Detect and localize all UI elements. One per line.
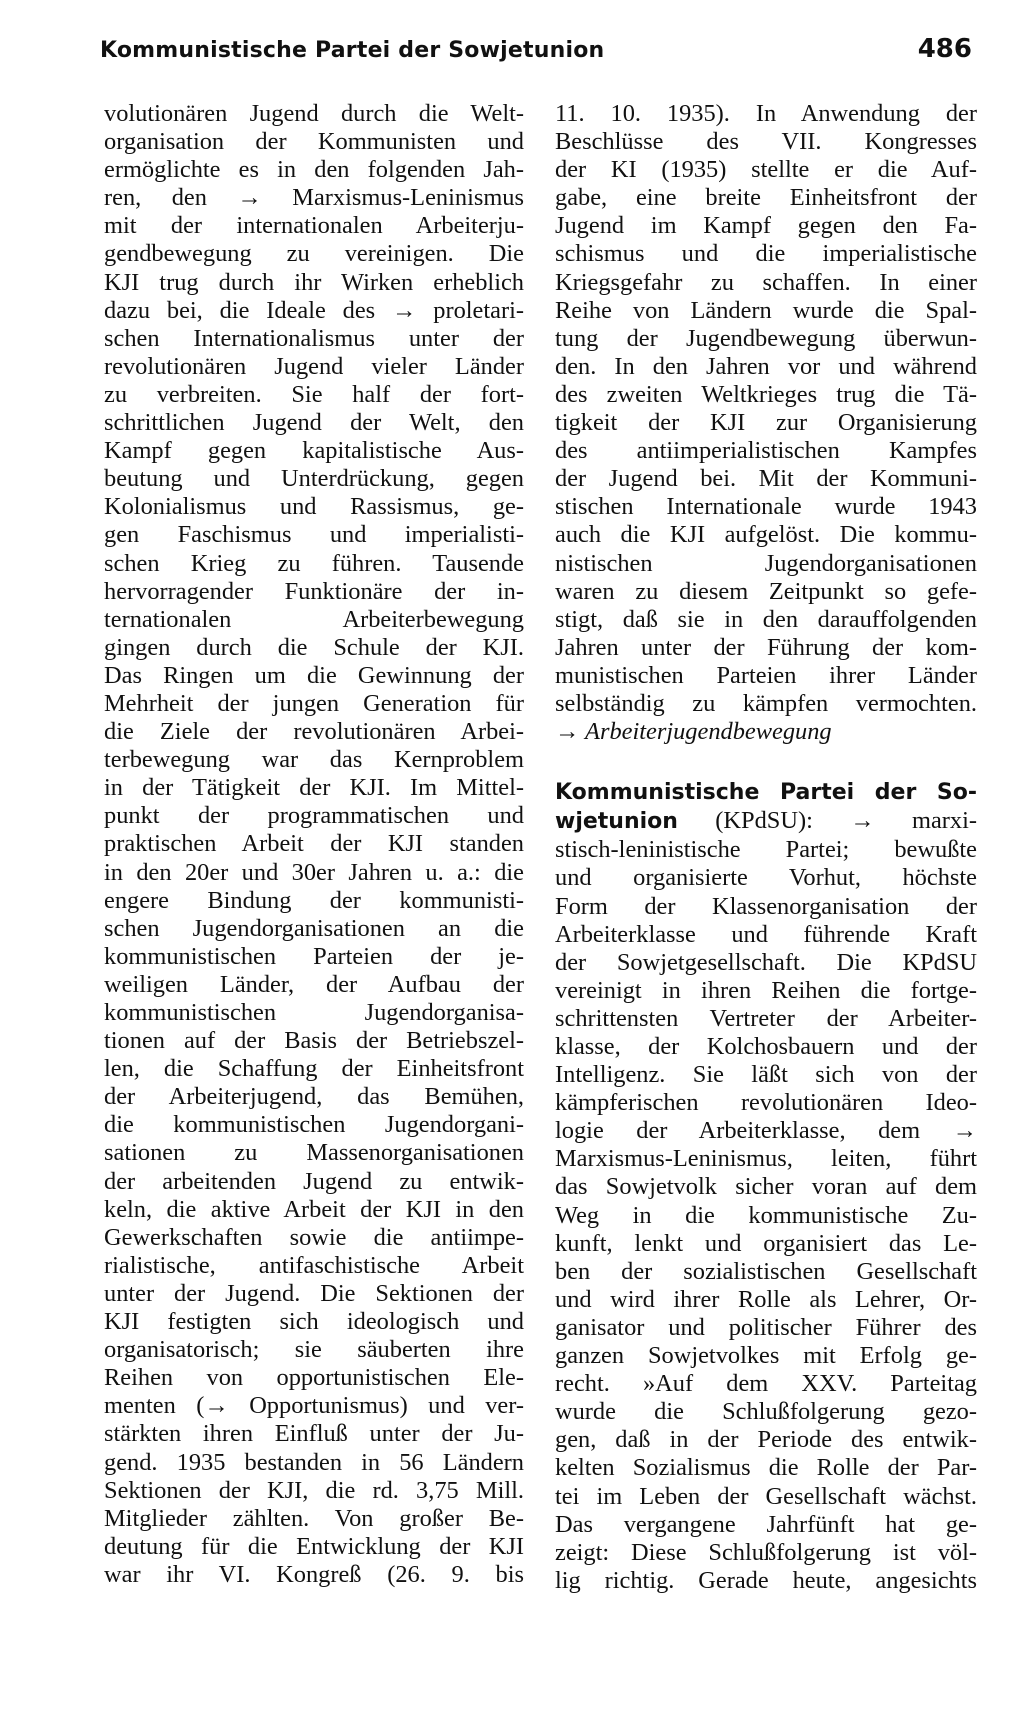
text-line: Beschlüsse des VII. Kongresses — [555, 128, 977, 156]
text-line: keln, die aktive Arbeit der KJI in den — [104, 1195, 524, 1223]
text-line: lig richtig. Gerade heute, angesichts — [555, 1566, 977, 1594]
text-line: Das Ringen um die Gewinnung der — [104, 661, 524, 689]
text-line: Intelligenz. Sie läßt sich von der — [555, 1061, 977, 1089]
text-line: punkt der programmatischen und — [104, 802, 524, 830]
text-line: hervorragender Funktionäre der in- — [104, 577, 524, 605]
text-line: Das vergangene Jahrfünft hat ge- — [555, 1510, 977, 1538]
text-line: selbständig zu kämpfen vermochten. — [555, 689, 977, 717]
text-line: des zweiten Weltkrieges trug die Tä- — [555, 380, 977, 408]
cross-reference[interactable]: → Arbeiterjugendbewegung — [555, 718, 832, 746]
text-line: stischen Internationale wurde 1943 — [555, 493, 977, 521]
text-line: Reihe von Ländern wurde die Spal- — [555, 296, 977, 324]
text-line: ternationalen Arbeiterbewegung — [104, 605, 524, 633]
text-line: schrittensten Vertreter der Arbeiter- — [555, 1004, 977, 1032]
text-line: beutung und Unterdrückung, gegen — [104, 465, 524, 493]
text-line: weiligen Länder, der Aufbau der — [104, 970, 524, 998]
running-head: Kommunistische Partei der Sowjetunion — [100, 38, 605, 63]
entry-headword-line — [555, 778, 977, 807]
text-line: kämpferischen revolutionären Ideo- — [555, 1089, 977, 1117]
text-line: das Sowjetvolk sicher voran auf dem — [555, 1173, 977, 1201]
text-line: KJI festigten sich ideologisch und — [104, 1308, 524, 1336]
text-line: 11. 10. 1935). In Anwendung der — [555, 100, 977, 127]
text-line: Weg in die kommunistische Zu- — [555, 1201, 977, 1229]
text-line: der Jugend bei. Mit der Kommuni- — [555, 465, 977, 493]
text-line: praktischen Arbeit der KJI standen — [104, 830, 524, 858]
text-line: tung der Jugendbewegung überwun- — [555, 324, 977, 352]
text-line: gingen durch die Schule der KJI. — [104, 633, 524, 661]
text-line: gend. 1935 bestanden in 56 Ländern — [104, 1448, 524, 1476]
text-line: schismus und die imperialistische — [555, 240, 977, 268]
text-line: der Sowjetgesellschaft. Die KPdSU — [555, 948, 977, 976]
text-line: recht. »Auf dem XXV. Parteitag — [555, 1370, 977, 1398]
text-line: gabe, eine breite Einheitsfront der — [555, 184, 977, 212]
text-line: len, die Schaffung der Einheitsfront — [104, 1055, 524, 1083]
text-line: ganzen Sowjetvolkes mit Erfolg ge- — [555, 1342, 977, 1370]
text-line: wurde die Schlußfolgerung gezo- — [555, 1398, 977, 1426]
text-line: gen, daß in der Periode des entwik- — [555, 1426, 977, 1454]
text-line: schen Jugendorganisationen an die — [104, 914, 524, 942]
text-line: die kommunistischen Jugendorgani- — [104, 1111, 524, 1139]
text-line: und organisierte Vorhut, höchste — [555, 864, 977, 892]
text-line: sationen zu Massenorganisationen — [104, 1139, 524, 1167]
text-line: ermöglichte es in den folgenden Jah- — [104, 156, 524, 184]
text-line: organisation der Kommunisten und — [104, 128, 524, 156]
left-column — [104, 100, 524, 1589]
text-line: menten (→ Opportunismus) und ver- — [104, 1392, 524, 1420]
text-line: organisatorisch; sie säuberten ihre — [104, 1336, 524, 1364]
text-line: Arbeiterklasse und führende Kraft — [555, 920, 977, 948]
text-line: ren, den → Marxismus-Leninismus — [104, 184, 524, 212]
text-line: dazu bei, die Ideale des → proletari- — [104, 296, 524, 324]
text-line: auch die KJI aufgelöst. Die kommu- — [555, 521, 977, 549]
text-line: Reihen von opportunistischen Ele- — [104, 1364, 524, 1392]
text-line: klasse, der Kolchosbauern und der — [555, 1033, 977, 1060]
text-line: und wird ihrer Rolle als Lehrer, Or- — [555, 1285, 977, 1313]
text-line: schrittlichen Jugend der Welt, den — [104, 409, 524, 437]
text-line: war ihr VI. Kongreß (26. 9. bis — [104, 1560, 524, 1588]
text-line: Kampf gegen kapitalistische Aus- — [104, 437, 524, 465]
entry-spacer — [555, 746, 977, 778]
text-line: den. In den Jahren vor und während — [555, 352, 977, 380]
text-line: ganisator und politischer Führer des — [555, 1313, 977, 1341]
text-line: in der Tätigkeit der KJI. Im Mittel- — [104, 774, 524, 802]
entry-abbreviation: (KPdSU): → marxi- — [677, 807, 977, 835]
text-line: Form der Klassenorganisation der — [555, 892, 977, 920]
text-line: Kriegsgefahr zu schaffen. In einer — [555, 268, 977, 296]
text-line: vereinigt in ihren Reihen die fortge- — [555, 976, 977, 1004]
text-line: schen Krieg zu führen. Tausende — [104, 549, 524, 577]
text-line: Jugend im Kampf gegen den Fa- — [555, 212, 977, 240]
text-line: Mitglieder zählten. Von großer Be- — [104, 1504, 524, 1532]
text-line: Kolonialismus und Rassismus, ge- — [104, 493, 524, 521]
text-line: Sektionen der KJI, die rd. 3,75 Mill. — [104, 1476, 524, 1504]
text-line: schen Internationalismus unter der — [104, 324, 524, 352]
right-column — [555, 100, 977, 1595]
text-line: logie der Arbeiterklasse, dem → — [555, 1117, 977, 1145]
text-line: nistischen Jugendorganisationen — [555, 549, 977, 577]
text-line: unter der Jugend. Die Sektionen der — [104, 1279, 524, 1307]
entry-headword-cont: wjetunion — [555, 809, 678, 835]
text-line: kommunistischen Parteien der je- — [104, 942, 524, 970]
text-line: kunft, lenkt und organisiert das Le- — [555, 1229, 977, 1257]
text-line: stisch-leninistische Partei; bewußte — [555, 836, 977, 864]
text-line: Mehrheit der jungen Generation für — [104, 689, 524, 717]
text-line: tei im Leben der Gesellschaft wächst. — [555, 1482, 977, 1510]
text-line: kommunistischen Jugendorganisa- — [104, 999, 524, 1026]
text-line: stigt, daß sie in den darauffolgenden — [555, 605, 977, 633]
text-line: tionen auf der Basis der Betriebszel- — [104, 1027, 524, 1055]
text-line: ben der sozialistischen Gesellschaft — [555, 1257, 977, 1285]
text-line: KJI trug durch ihr Wirken erheblich — [104, 268, 524, 296]
page-number: 486 — [917, 34, 972, 64]
text-line: terbewegung war das Kernproblem — [104, 746, 524, 774]
text-line: des antiimperialistischen Kampfes — [555, 437, 977, 465]
text-line: Gewerkschaften sowie die antiimpe- — [104, 1223, 524, 1251]
text-line: engere Bindung der kommunisti- — [104, 886, 524, 914]
text-line: in den 20er und 30er Jahren u. a.: die — [104, 858, 524, 886]
text-line: der Arbeiterjugend, das Bemühen, — [104, 1083, 524, 1111]
text-line: volutionären Jugend durch die Welt- — [104, 100, 524, 127]
text-line: zu verbreiten. Sie half der fort- — [104, 380, 524, 408]
text-line: der arbeitenden Jugend zu entwik- — [104, 1167, 524, 1195]
text-line: kelten Sozialismus die Rolle der Par- — [555, 1454, 977, 1482]
text-line: Jahren unter der Führung der kom- — [555, 633, 977, 661]
text-line: waren zu diesem Zeitpunkt so gefe- — [555, 577, 977, 605]
text-line: stärkten ihren Einfluß unter der Ju- — [104, 1420, 524, 1448]
text-line: gen Faschismus und imperialisti- — [104, 521, 524, 549]
text-line: mit der internationalen Arbeiterju- — [104, 212, 524, 240]
entry-headword-line — [555, 807, 977, 836]
text-line: revolutionären Jugend vieler Länder — [104, 352, 524, 380]
text-line: der KI (1935) stellte er die Auf- — [555, 156, 977, 184]
page-header — [100, 30, 972, 80]
text-line: zeigt: Diese Schlußfolgerung ist völ- — [555, 1538, 977, 1566]
text-line: gendbewegung zu vereinigen. Die — [104, 240, 524, 268]
text-line: tigkeit der KJI zur Organisierung — [555, 409, 977, 437]
text-line: munistischen Parteien ihrer Länder — [555, 661, 977, 689]
text-line: rialistische, antifaschistische Arbeit — [104, 1251, 524, 1279]
entry-headword: Kommunistische Partei der So- — [555, 780, 977, 806]
text-line: die Ziele der revolutionären Arbei- — [104, 718, 524, 746]
text-line: Marxismus-Leninismus, leiten, führt — [555, 1145, 977, 1173]
text-line: deutung für die Entwicklung der KJI — [104, 1532, 524, 1560]
